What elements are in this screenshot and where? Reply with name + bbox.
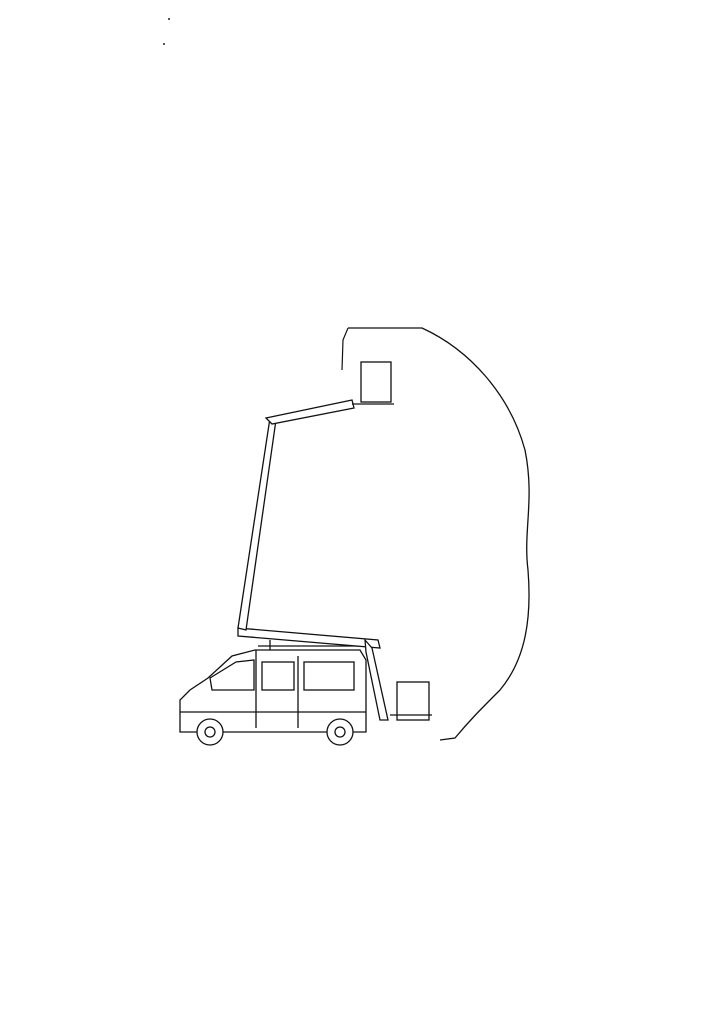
envelope-left-edge (342, 328, 348, 370)
aerial-platform-truck (180, 362, 432, 745)
